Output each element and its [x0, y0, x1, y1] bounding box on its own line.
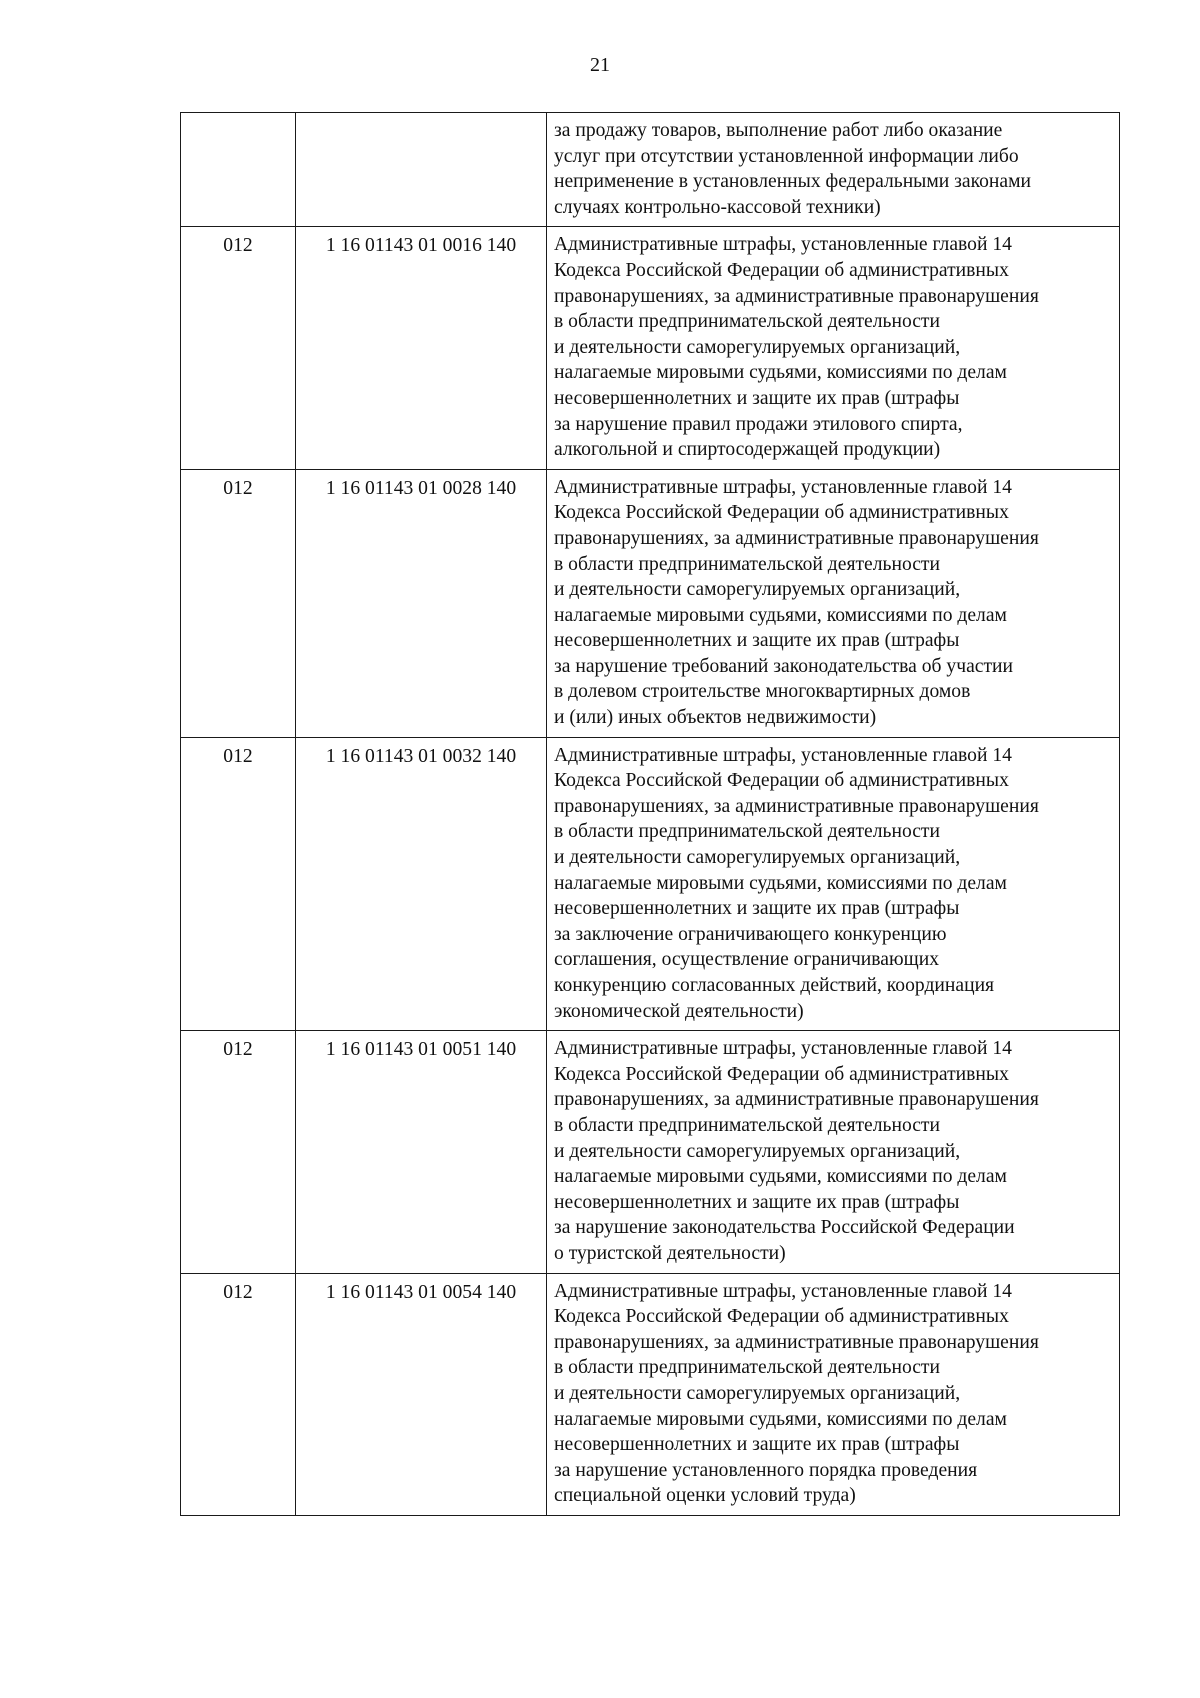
admin-code-cell: 012 — [181, 1273, 296, 1515]
description-line: правонарушениях, за административные правонарушения — [554, 1331, 1039, 1353]
description-line: Кодекса Российской Федерации об административных — [554, 1306, 1009, 1328]
description-line: Кодекса Российской Федерации об административных — [554, 502, 1009, 524]
revenue-codes-table — [180, 112, 1120, 1516]
description-line: Кодекса Российской Федерации об административных — [554, 259, 1009, 281]
description-line: налагаемые мировыми судьями, комиссиями по делам — [554, 1166, 1007, 1188]
description-cell — [547, 469, 1120, 737]
description-line: неприменение в установленных федеральными законами — [554, 171, 1031, 193]
description-line: несовершеннолетних и защите их прав (штрафы — [554, 387, 960, 409]
description-line: и (или) иных объектов недвижимости) — [554, 707, 877, 729]
description-cell — [547, 227, 1120, 469]
description-line: Кодекса Российской Федерации об административных — [554, 1063, 1009, 1085]
admin-code-cell: 012 — [181, 737, 296, 1031]
description-line: за продажу товаров, выполнение работ либо оказание — [554, 120, 1003, 141]
admin-code-cell — [181, 113, 296, 227]
description-line: и деятельности саморегулируемых организаций, — [554, 1382, 961, 1404]
description-cell — [547, 113, 1120, 227]
description-line: и деятельности саморегулируемых организаций, — [554, 1140, 961, 1162]
description-line: правонарушениях, за административные правонарушения — [554, 1089, 1039, 1111]
description-line: налагаемые мировыми судьями, комиссиями по делам — [554, 604, 1007, 626]
admin-code-cell: 012 — [181, 1031, 296, 1273]
description-line: в долевом строительстве многоквартирных домов — [554, 681, 971, 703]
description-line: за нарушение требований законодательства об участии — [554, 655, 1014, 677]
description-line: экономической деятельности) — [554, 1000, 804, 1022]
description-cell — [547, 1031, 1120, 1273]
description-line: в области предпринимательской деятельности — [554, 311, 940, 333]
description-line: несовершеннолетних и защите их прав (штрафы — [554, 1191, 960, 1213]
table-row — [181, 113, 1120, 227]
page-number: 21 — [590, 54, 610, 76]
description-line: налагаемые мировыми судьями, комиссиями по делам — [554, 872, 1007, 894]
description-line: случаях контрольно-кассовой техники) — [554, 196, 881, 218]
budget-code-cell: 1 16 01143 01 0028 140 — [296, 469, 547, 737]
description-line: налагаемые мировыми судьями, комиссиями по делам — [554, 1408, 1007, 1430]
description-line: Административные штрафы, установленные главой 14 — [554, 234, 1012, 256]
table-row — [181, 1031, 1120, 1273]
description-line: и деятельности саморегулируемых организаций, — [554, 847, 961, 869]
admin-code-cell: 012 — [181, 469, 296, 737]
budget-code-cell — [296, 113, 547, 227]
description-line: несовершеннолетних и защите их прав (штрафы — [554, 630, 960, 652]
description-line: в области предпринимательской деятельности — [554, 553, 940, 575]
description-line: правонарушениях, за административные правонарушения — [554, 795, 1039, 817]
description-line: услуг при отсутствии установленной информации либо — [554, 145, 1019, 167]
description-line: правонарушениях, за административные правонарушения — [554, 285, 1039, 307]
budget-code-cell: 1 16 01143 01 0016 140 — [296, 227, 547, 469]
description-line: в области предпринимательской деятельности — [554, 1357, 940, 1379]
description-line: Кодекса Российской Федерации об административных — [554, 770, 1009, 792]
description-line: в области предпринимательской деятельности — [554, 1114, 940, 1136]
description-line: несовершеннолетних и защите их прав (штрафы — [554, 898, 960, 920]
budget-code-cell: 1 16 01143 01 0054 140 — [296, 1273, 547, 1515]
description-line: Административные штрафы, установленные главой 14 — [554, 476, 1012, 498]
description-line: за нарушение правил продажи этилового спирта, — [554, 413, 963, 435]
description-line: налагаемые мировыми судьями, комиссиями по делам — [554, 362, 1007, 384]
description-line: о туристской деятельности) — [554, 1242, 786, 1264]
admin-code-cell: 012 — [181, 227, 296, 469]
table-row — [181, 1273, 1120, 1515]
budget-code-cell: 1 16 01143 01 0051 140 — [296, 1031, 547, 1273]
table-row — [181, 227, 1120, 469]
description-line: за нарушение установленного порядка проведения — [554, 1459, 978, 1481]
description-line: за нарушение законодательства Российской Федерации — [554, 1217, 1015, 1239]
description-line: и деятельности саморегулируемых организаций, — [554, 336, 961, 358]
description-line: и деятельности саморегулируемых организаций, — [554, 579, 961, 601]
description-line: Административные штрафы, установленные главой 14 — [554, 1038, 1012, 1060]
table-body — [181, 113, 1120, 1516]
description-cell — [547, 737, 1120, 1031]
description-line: правонарушениях, за административные правонарушения — [554, 527, 1039, 549]
description-line: конкуренцию согласованных действий, координация — [554, 975, 995, 996]
description-cell — [547, 1273, 1120, 1515]
description-line: алкогольной и спиртосодержащей продукции) — [554, 439, 941, 461]
table-row — [181, 737, 1120, 1031]
description-line: за заключение ограничивающего конкуренцию — [554, 923, 947, 945]
description-line: специальной оценки условий труда) — [554, 1485, 856, 1507]
table-row — [181, 469, 1120, 737]
description-line: в области предпринимательской деятельности — [554, 821, 940, 843]
description-line: соглашения, осуществление ограничивающих — [554, 949, 939, 971]
description-line: Административные штрафы, установленные главой 14 — [554, 1280, 1012, 1302]
description-line: Административные штрафы, установленные главой 14 — [554, 744, 1012, 766]
description-line: несовершеннолетних и защите их прав (штрафы — [554, 1434, 960, 1456]
budget-code-cell: 1 16 01143 01 0032 140 — [296, 737, 547, 1031]
